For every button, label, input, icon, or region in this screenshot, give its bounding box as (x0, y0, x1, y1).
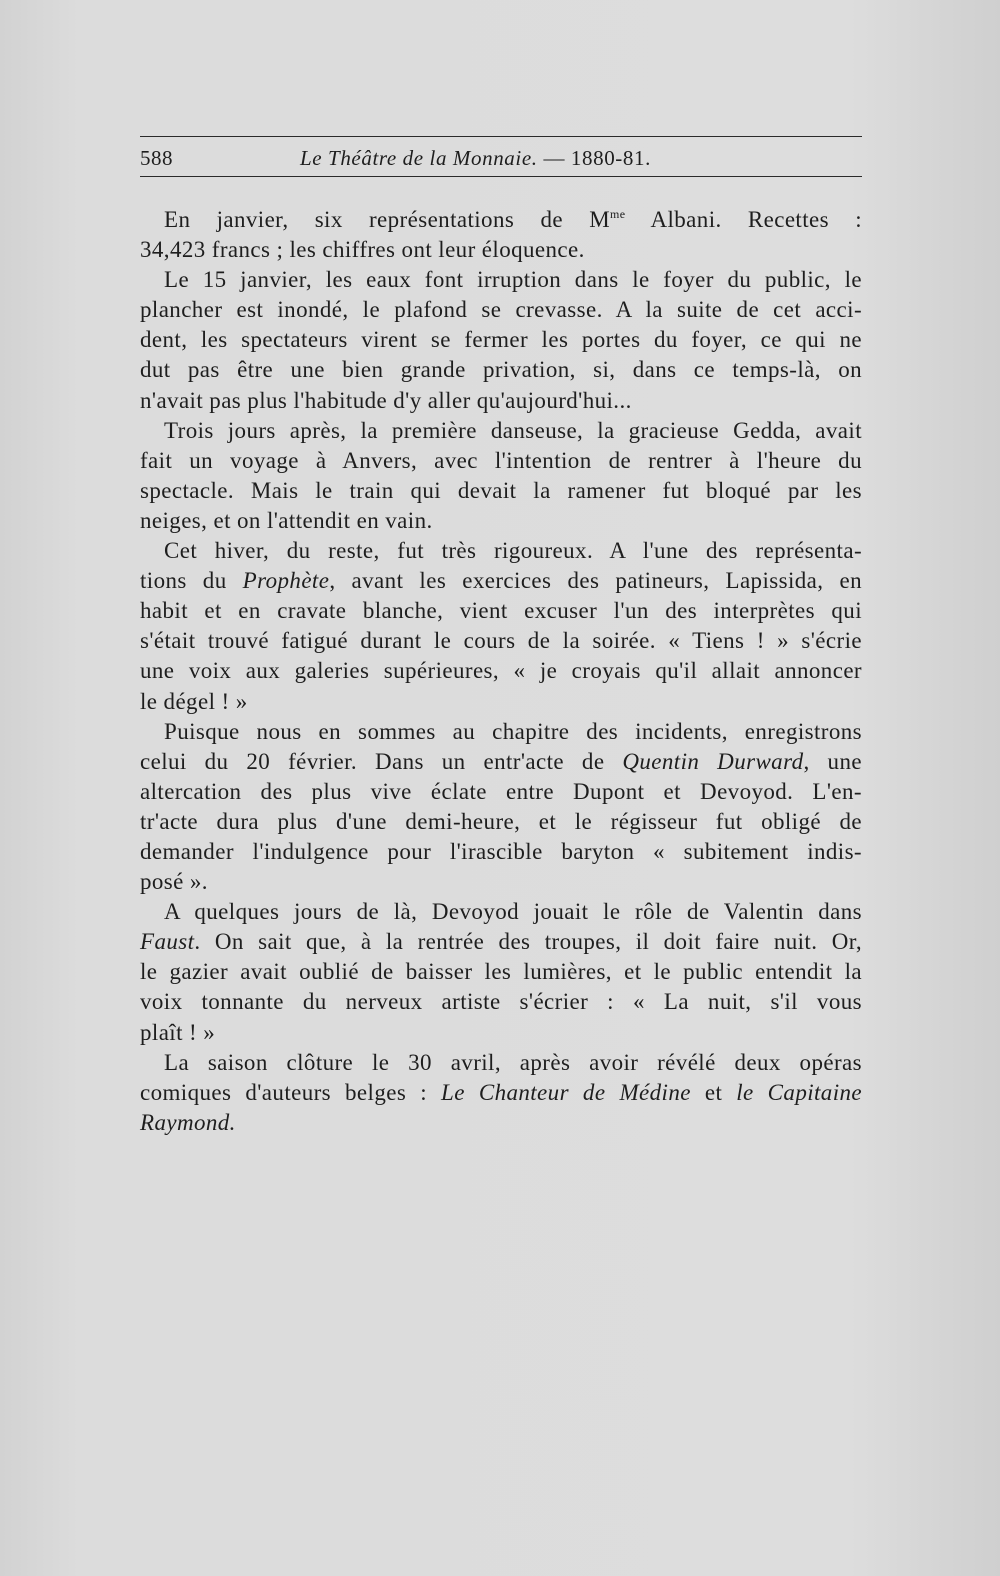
running-title-italic: Le Théâtre de la Monnaie. (300, 146, 538, 170)
text-run: dent, les spectateurs virent se fermer les portes du foyer, ce qui ne (140, 327, 862, 353)
text-run: une voix aux galeries supérieures, « je croyais qu'il allait annoncer (140, 658, 862, 684)
text-line (140, 687, 862, 717)
text-line (140, 626, 862, 656)
text-line (140, 747, 862, 777)
text-line (140, 927, 862, 957)
italic-title: Raymond. (140, 1109, 236, 1135)
text-run: fait un voyage à Anvers, avec l'intention de rentrer à l'heure du (140, 447, 862, 473)
text-line (140, 717, 862, 747)
text-run: Albani. Recettes : (625, 207, 862, 232)
text-run: En janvier, six représentations de M (164, 207, 611, 232)
italic-title: Faust (140, 929, 195, 955)
text-run: voix tonnante du nerveux artiste s'écrier : « La nuit, s'il vous (140, 989, 862, 1015)
text-run: A quelques jours de là, Devoyod jouait le rôle de Valentin dans (164, 899, 862, 925)
text-run: dut pas être une bien grande privation, si, dans ce temps-là, on (140, 357, 862, 383)
text-line (140, 1108, 862, 1138)
text-line (140, 325, 862, 355)
text-run: altercation des plus vive éclate entre Dupont et Devoyod. L'en- (140, 778, 862, 804)
text-run: , avant les exercices des patineurs, Lapissida, en (329, 568, 862, 594)
text-run: spectacle. Mais le train qui devait la ramener fut bloqué par les (140, 477, 862, 503)
header-top-rule (140, 136, 862, 137)
text-run: comiques d'auteurs belges : (140, 1079, 442, 1105)
superscript: me (610, 207, 626, 221)
text-line (140, 837, 862, 867)
text-run: habit et en cravate blanche, vient excuser l'un des interprètes qui (140, 598, 862, 624)
text-run: Puisque nous en sommes au chapitre des incidents, enregistrons (164, 718, 862, 744)
italic-title: Prophète (242, 568, 330, 594)
text-run: neiges, et on l'attendit en vain. (140, 507, 433, 533)
text-line (140, 957, 862, 987)
text-run: tions du (140, 568, 243, 594)
page-number: 588 (140, 146, 173, 170)
text-line (140, 416, 862, 446)
text-line (140, 205, 862, 235)
text-line (140, 536, 862, 566)
text-line (140, 777, 862, 807)
text-run: celui du 20 février. Dans un entr'acte de (140, 748, 623, 774)
text-run: demander l'indulgence pour l'irascible baryton « subitement indis- (140, 838, 862, 864)
text-line (140, 807, 862, 837)
text-run: tr'acte dura plus d'une demi-heure, et le régisseur fut obligé de (140, 808, 862, 834)
text-run: posé ». (140, 869, 208, 895)
text-line (140, 867, 862, 897)
text-line (140, 355, 862, 385)
text-run: plaît ! » (140, 1019, 216, 1045)
text-line (140, 566, 862, 596)
text-run: et (690, 1079, 737, 1105)
text-line (140, 506, 862, 536)
text-run: 34,423 francs ; les chiffres ont leur éloquence. (140, 237, 585, 263)
text-run: s'était trouvé fatigué durant le cours de la soirée. « Tiens ! » s'écrie (140, 628, 862, 654)
body-text (140, 205, 862, 1138)
italic-title: le Capitaine (736, 1079, 862, 1105)
text-line (140, 1078, 862, 1108)
text-line (140, 897, 862, 927)
italic-title: Le Chanteur de Médine (441, 1079, 691, 1105)
text-run: le dégel ! » (140, 688, 248, 714)
text-line (140, 265, 862, 295)
text-run: Cet hiver, du reste, fut très rigoureux. A l'une des représenta- (164, 538, 862, 564)
text-run: . On sait que, à la rentrée des troupes, il doit faire nuit. Or, (194, 929, 862, 955)
text-run: Trois jours après, la première danseuse, la gracieuse Gedda, avait (164, 417, 862, 443)
text-run: le gazier avait oublié de baisser les lumières, et le public entendit la (140, 959, 862, 985)
running-title-years: — 1880-81. (537, 146, 651, 170)
text-run: n'avait pas plus l'habitude d'y aller qu'aujourd'hui... (140, 387, 632, 413)
text-line (140, 656, 862, 686)
running-head (140, 143, 862, 173)
header-bottom-rule (140, 176, 862, 177)
text-run: Le 15 janvier, les eaux font irruption dans le foyer du public, le (164, 267, 862, 293)
text-line (140, 235, 862, 265)
text-run: La saison clôture le 30 avril, après avoir révélé deux opéras (164, 1049, 862, 1075)
running-title (300, 143, 651, 173)
text-line (140, 476, 862, 506)
text-run: plancher est inondé, le plafond se crevasse. A la suite de cet acci- (140, 297, 862, 323)
text-line (140, 1048, 862, 1078)
text-line (140, 1018, 862, 1048)
text-line (140, 386, 862, 416)
text-line (140, 596, 862, 626)
text-run: , une (803, 748, 862, 774)
text-line (140, 446, 862, 476)
text-line (140, 987, 862, 1017)
text-line (140, 295, 862, 325)
italic-title: Quentin Durward (622, 748, 804, 774)
